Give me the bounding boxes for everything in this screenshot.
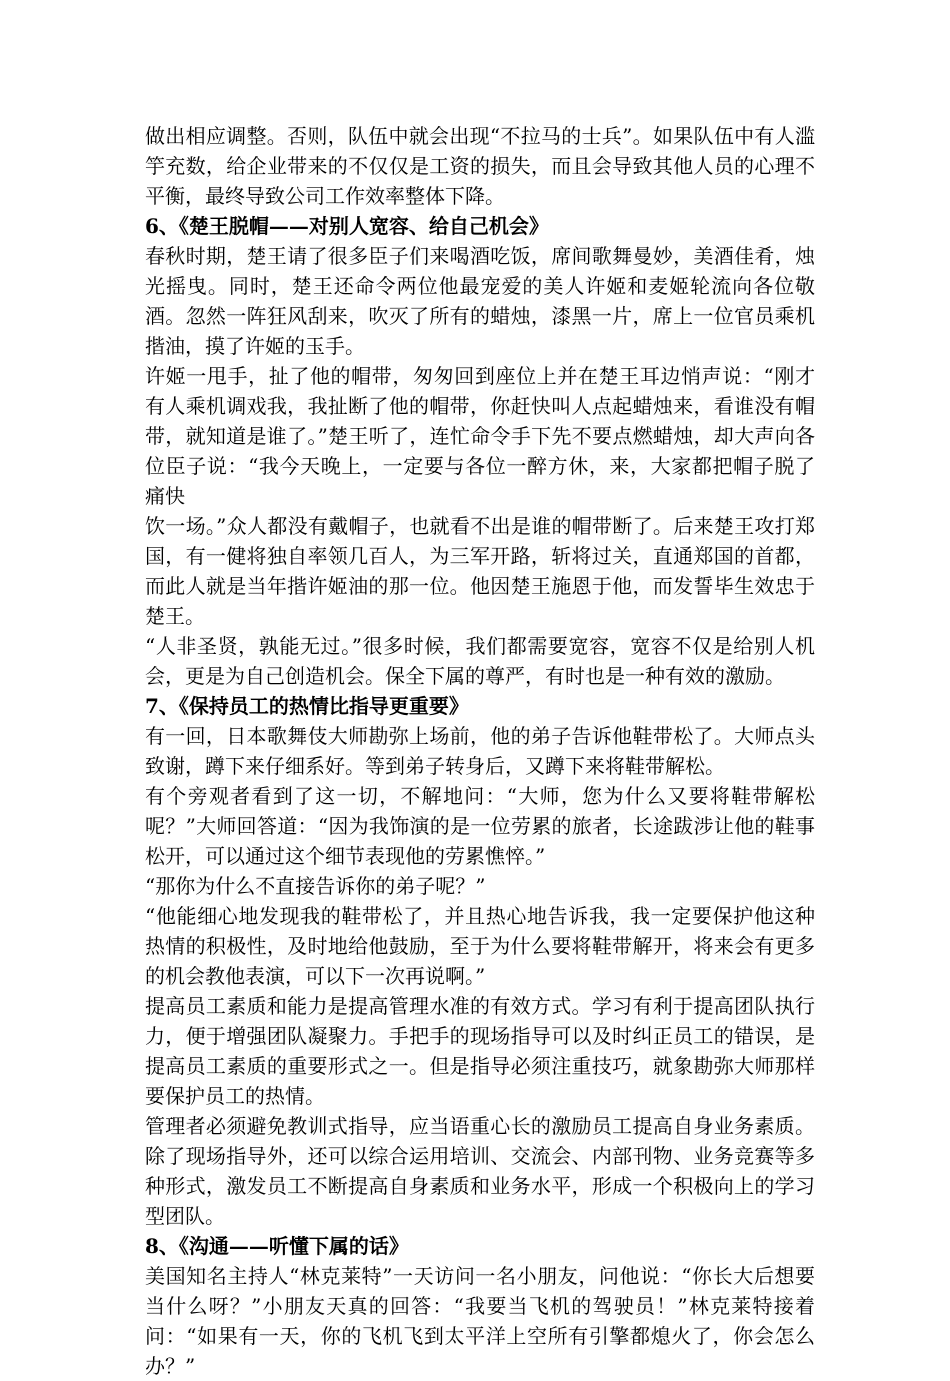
paragraph-why-not-tell: “那你为什么不直接告诉你的弟子呢？”	[145, 874, 486, 898]
paragraph-chu-king-story: 春秋时期，楚王请了很多臣子们来喝酒吃饭，席间歌舞曼妙，美酒佳肴，烛光摇曳。同时，楚王还命令两位他最宠爱的美人许姬和麦姬轮流向各位敬酒。忽然一阵狂风刮来，吹灭了所有的蜡烛，漆黑一片，席上一位官员乘机揩油，摸了许姬的玉手。	[145, 244, 815, 358]
paragraph-lesson-7b: 管理者必须避免教训式指导，应当语重心长的激励员工提高自身业务素质。除了现场指导外，还可以综合运用培训、交流会、内部刊物、业务竞赛等多种形式，激发员工不断提高自身素质和业务水平，形成一个积极向上的学习型团队。	[145, 1114, 815, 1228]
paragraph-intro-continuation: 做出相应调整。否则，队伍中就会出现“不拉马的士兵”。如果队伍中有人滥竽充数，给企业带来的不仅仅是工资的损失，而且会导致其他人员的心理不平衡，最终导致公司工作效率整体下降。	[145, 124, 815, 208]
paragraph-master-kanya: 有一回，日本歌舞伎大师勘弥上场前，他的弟子告诉他鞋带松了。大师点头致谢，蹲下来仔细系好。等到弟子转身后，又蹲下来将鞋带解松。	[145, 724, 815, 778]
heading-section-8: 8、《沟通——听懂下属的话》	[145, 1234, 409, 1258]
paragraph-lesson-6: “人非圣贤，孰能无过。”很多时候，我们都需要宽容，宽容不仅是给别人机会，更是为自己创造机会。保全下属的尊严，有时也是一种有效的激励。	[145, 634, 815, 688]
paragraph-linkletter-interview: 美国知名主持人“林克莱特”一天访问一名小朋友，问他说：“你长大后想要当什么呀？”小朋友天真的回答：“我要当飞机的驾驶员！”林克莱特接着问：“如果有一天，你的飞机飞到太平洋上空所有引擎都熄火了，你会怎么办？”	[145, 1264, 815, 1378]
paragraph-onlooker-question: 有个旁观者看到了这一切，不解地问：“大师，您为什么又要将鞋带解松呢？”大师回答道：“因为我饰演的是一位劳累的旅者，长途跋涉让他的鞋事松开，可以通过这个细节表现他的劳累憔悴。”	[145, 784, 815, 868]
paragraph-lesson-7a: 提高员工素质和能力是提高管理水准的有效方式。学习有利于提高团队执行力，便于增强团队凝聚力。手把手的现场指导可以及时纠正员工的错误，是提高员工素质的重要形式之一。但是指导必须注重技巧，就象勘弥大师那样要保护员工的热情。	[145, 994, 815, 1108]
document-page	[145, 121, 815, 1381]
heading-section-6: 6、《楚王脱帽——对别人宽容、给自己机会》	[145, 214, 549, 238]
paragraph-aftermath: 饮一场。”众人都没有戴帽子，也就看不出是谁的帽带断了。后来楚王攻打郑国，有一健将独自率领几百人，为三军开路，斩将过关，直通郑国的首都，而此人就是当年揩许姬油的那一位。他因楚王施恩于他，而发誓毕生效忠于楚王。	[145, 514, 815, 628]
paragraph-master-answer: “他能细心地发现我的鞋带松了，并且热心地告诉我，我一定要保护他这种热情的积极性，及时地给他鼓励，至于为什么要将鞋带解开，将来会有更多的机会教他表演，可以下一次再说啊。”	[145, 904, 815, 988]
paragraph-xu-ji-dialogue: 许姬一甩手，扯了他的帽带，匆匆回到座位上并在楚王耳边悄声说：“刚才有人乘机调戏我，我扯断了他的帽带，你赶快叫人点起蜡烛来，看谁没有帽带，就知道是谁了。”楚王听了，连忙命令手下先不要点燃蜡烛，却大声向各位臣子说：“我今天晚上，一定要与各位一醉方休，来，大家都把帽子脱了痛快	[145, 364, 815, 508]
heading-section-7: 7、《保持员工的热情比指导更重要》	[145, 694, 469, 718]
